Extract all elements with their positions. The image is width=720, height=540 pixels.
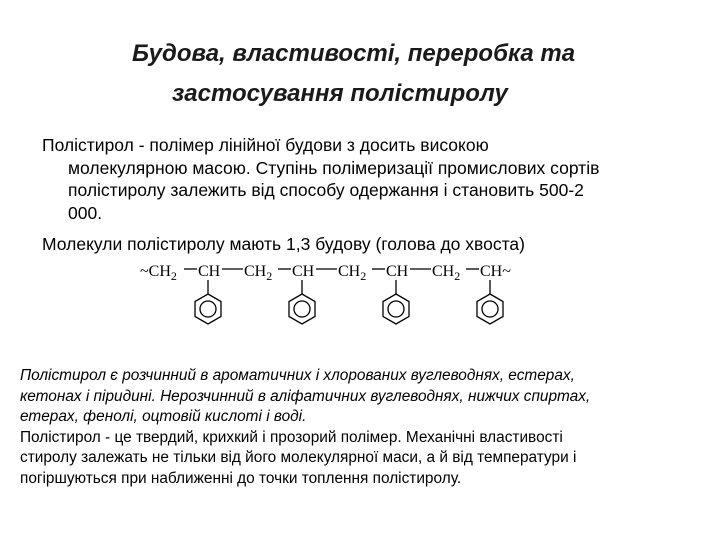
formula-group: CH <box>292 263 315 280</box>
benzene-ring-icon <box>195 280 221 324</box>
solubility-paragraph <box>20 366 700 489</box>
intro-line: 000. <box>68 202 103 223</box>
body-line: Полістирол є розчинний в ароматичних і хлорованих вуглеводнях, естерах, <box>20 367 575 384</box>
formula-group: CH~ <box>480 263 511 280</box>
page-title-line-2: застосування полістиролу <box>172 80 508 107</box>
page-title-line-1: Будова, властивості, переробка та <box>132 40 576 67</box>
benzene-ring-icon <box>383 280 409 324</box>
body-line: погіршуються при наближенні до точки топлення полістиролу. <box>20 469 462 487</box>
body-line: етерах, фенолі, оцтовій кислоті і воді. <box>20 408 307 425</box>
formula-group: CH <box>386 263 409 280</box>
body-line: Полістирол - це твердий, крихкий і прозорий полімер. Механічні властивості <box>20 428 563 446</box>
body-line: кетонах і піридині. Нерозчинний в аліфатичних вуглеводнях, нижчих спиртах, <box>20 387 591 405</box>
formula-group: $CH_2$ <box>244 263 273 283</box>
body-line: стиролу залежать не тільки від його молекулярної маси, а й від температури і <box>20 449 577 466</box>
formula-group: $\sim CH_2$ <box>140 263 177 283</box>
intro-line: полістиролу залежить від способу одержання і становить 500-2 <box>68 180 584 200</box>
formula-group: $CH_2$ <box>432 263 461 283</box>
benzene-ring-icon <box>477 280 503 324</box>
formula-group: $CH_2$ <box>338 263 367 283</box>
structure-statement: Молекули полістиролу мають 1,3 будову (голова до хвоста) <box>42 234 525 254</box>
formula-group: CH <box>198 263 221 280</box>
intro-line: молекулярною масою. Ступінь полімеризації промислових сортів <box>68 157 600 178</box>
intro-line: Полістирол - полімер лінійної будови з досить високою <box>42 135 489 155</box>
intro-paragraph <box>42 134 682 224</box>
benzene-ring-icon <box>289 280 315 324</box>
polystyrene-formula <box>140 258 540 338</box>
